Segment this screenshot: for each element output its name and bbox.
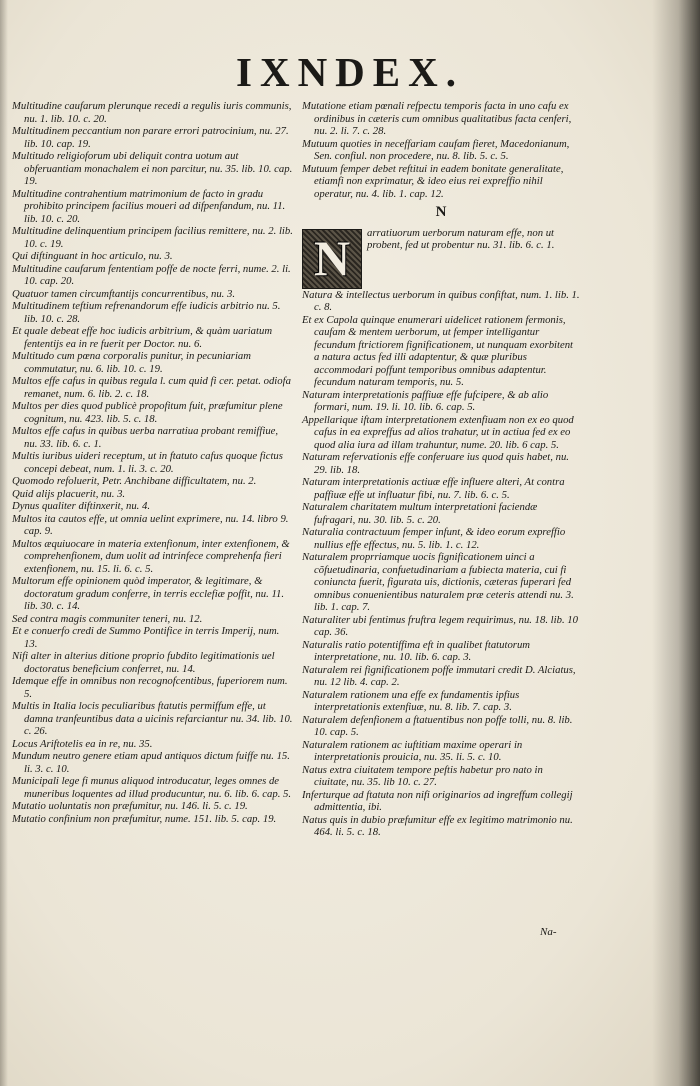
index-entry: Quomodo refoluerit, Petr. Anchibane difficultatem, nu. 2.	[12, 475, 257, 487]
initial-entry-block	[302, 227, 580, 289]
index-entry: Naturalis ratio potentiffima eft in qualibet ftatutorum interpretatione, nu. 10. lib. 6. cap. 3.	[302, 638, 531, 663]
index-entry: Natura & intellectus uerborum in quibus confiftat, num. 1. lib. 1. c. 8.	[302, 288, 580, 313]
index-entry: Multitudine caufarum plerunque recedi a regulis iuris communis, nu. 1. lib. 10. c. 20.	[12, 100, 292, 125]
index-entry: Quatuor tamen circumftantijs concurrentibus, nu. 3.	[12, 287, 236, 300]
index-entry: arratiuorum uerborum naturam effe, non ut probent, fed ut probentur nu. 31. lib. 6. c. 1.	[367, 226, 555, 251]
running-head: IXNDEX.	[236, 49, 464, 95]
index-entry: Multitudine contrahentium matrimonium de facto in gradu prohibito principem facilius moueri ad difpenfandum, nu. 11. lib. 10. c. 20.	[12, 187, 286, 225]
page-left-edge	[0, 0, 8, 1086]
index-entry: Multitudinem teftium refrenandorum effe iudicis arbitrio nu. 5. lib. 10. c. 28.	[12, 300, 281, 325]
index-entry: Naturam interpretationis paffiuæ effe fufcipere, & ab alio formari, num. 19. li. 10. lib. 6. cap. 5.	[302, 388, 549, 413]
index-entry: Qui diftinguant in hoc articulo, nu. 3.	[12, 250, 173, 262]
index-entry: Multis iuribus uideri receptum, ut in ftatuto cafus quoque fictus concepi debeat, num. 1. li. 3. c. 20.	[12, 450, 283, 475]
index-entry: Quid alijs placuerit, nu. 3.	[12, 487, 126, 500]
index-entry: Naturalem charitatem multum interpretationi faciendæ fufragari, nu. 30. lib. 5. c. 20.	[302, 501, 538, 526]
index-entry: Nifi alter in alterius ditione proprio fubdito legitimationis uel doctoratus beneficium conferret, nu. 14.	[12, 650, 275, 675]
index-entry: Naturalem rei fignificationem poffe immutari credit D. Alciatus, nu. 12 lib. 4. cap. 2.	[302, 663, 576, 688]
index-entry: Naturaliter ubi fentimus fruftra legem requirimus, nu. 18. lib. 10 cap. 36.	[302, 613, 578, 638]
index-entry: Multitudo cum pœna corporalis punitur, in pecuniariam commutatur, nu. 6. lib. 10. c. 19.	[12, 350, 251, 375]
index-entry: Sed contra magis communiter teneri, nu. 12.	[12, 612, 203, 625]
index-entry: Multitudine delinquentium principem facilius remittere, nu. 2. lib. 10. c. 19.	[12, 225, 293, 250]
index-entry: Idemque effe in omnibus non recognofcentibus, fuperiorem num. 5.	[12, 675, 288, 700]
index-entry: Et e conuerfo credi de Summo Pontifice in terris Imperij, num. 13.	[12, 625, 280, 650]
index-entry: Multorum effe opinionem quòd imperator, & legitimare, & doctoratum gradum conferre, in terris ecclefiæ poffit, nu. 11. lib. 30. c. 14.	[12, 575, 285, 612]
index-column-left	[12, 100, 294, 825]
index-entry: Multis in Italia locis peculiaribus ftatutis permiffum effe, ut damna tranfeuntibus data a uicinis refarciantur nu. 34. lib. 10. c. 26.	[12, 700, 293, 737]
index-entry: Mutatio uoluntatis non præfumitur, nu. 146. li. 5. c. 19.	[12, 800, 248, 812]
index-entry: Inferturque ad ftatuta non nifi originarios ad ingreffum collegij admittentia, ibi.	[302, 788, 573, 813]
index-entry: Multitudine caufarum fententiam poffe de nocte ferri, nume. 2. li. 10. cap. 20.	[12, 262, 291, 287]
index-entry: Municipali lege fi munus aliquod introducatur, leges omnes de muneribus loquentes ad illud producuntur, nu. 6. lib. 6. cap. 5.	[12, 775, 292, 800]
index-entry: Natus quis in dubio præfumitur effe ex legitimo matrimonio nu. 464. li. 5. c. 18.	[302, 813, 573, 838]
decorated-initial-icon	[302, 229, 362, 289]
index-entry: Locus Ariftotelis ea in re, nu. 35.	[12, 737, 153, 750]
index-entry: Multos ita cautos effe, ut omnia uelint exprimere, nu. 14. libro 9. cap. 9.	[12, 512, 289, 537]
index-entry: Naturalem defenfionem a ftatuentibus non poffe tolli, nu. 8. lib. 10. cap. 5.	[302, 713, 573, 738]
index-entry: Naturalem rationem ac iuftitiam maxime operari in interpretationis prouicia, nu. 35. li. 5. c. 10.	[302, 738, 523, 763]
binding-shadow	[652, 0, 700, 1086]
index-entry: Appellarique iftam interpretationem extenfiuam non ex eo quod cafus in ea expreffus ad alios trahatur, ut in actiua fed ex eo quod alia iura ad illam trahuntur, nume. 20. lib. 6 cap. 5.	[302, 413, 574, 451]
index-entry: Natus extra ciuitatem tempore peftis habetur pro nato in ciuitate, nu. 35. lib 10. c. 27.	[302, 763, 543, 788]
index-entry: Mutuum femper debet reftitui in eadem bonitate generalitate, etiamfi non exprimatur, & ideo eius rei expreffio nihil operatur, nu. 4. lib. 1. cap. 12.	[302, 162, 564, 200]
index-entry: Naturalia contractuum femper infunt, & ideo eorum expreffio nullius effe effectus, nu. 5. lib. 1. c. 12.	[302, 526, 566, 551]
index-entry: Naturalem rationem una effe ex fundamentis ipfius interpretationis extenfiuæ, nu. 8. lib. 7. cap. 3.	[302, 688, 520, 713]
index-entry: Mutatione etiam pœnali refpectu temporis facta in uno cafu ex ordinibus in cæteris cum omnibus qualitatibus facta cenferi, nu. 2. li. 7. c. 28.	[302, 100, 572, 137]
index-entry: Et ex Capola quinque enumerari uidelicet rationem fermonis, caufam & mentem uerborum, ut femper intelligantur fecundum ftrictiorem fignificationem, ut nunquam exorbitent a natura actus fed illi adaptentur, & quæ pluribus accommodari poffunt temporibus omnibus adaptentur. fecundum naturam temporis, nu. 5.	[302, 313, 574, 388]
index-entry: Naturalem proprriamque uocis fignificationem uinci a cõfuetudinaria, confuetudinariam a fubiecta materia, cui fi coniuncta fuerit, figurata uis, dictionis, cæteras fuperari fed omnibus conuenientibus naturalem præ ceteris attendi nu. 3. lib. 1. cap. 7.	[302, 551, 574, 613]
index-entry: Et quale debeat effe hoc iudicis arbitrium, & quàm uariatum fententijs ea in re fuerit per Doctor. nu. 6.	[12, 325, 273, 350]
index-entry: Multos effe cafus in quibus uerba narratiua probant remiffiue, nu. 33. lib. 6. c. 1.	[12, 425, 279, 450]
index-entry: Multitudinem peccantium non parare errori patrocinium, nu. 27. lib. 10. cap. 19.	[12, 125, 289, 150]
index-entry: Mutuum quoties in neceffariam caufam fieret, Macedonianum, Sen. confiul. non procedere, nu. 8. lib. 5. c. 5.	[302, 137, 570, 162]
index-entry: Multitudo religioforum ubi deliquit contra uotum aut obferuantiam monachalem ei non parcitur, nu. 35. lib. 10. cap. 19.	[12, 150, 293, 187]
index-entry: Naturam refervationis effe conferuare ius quod quis habet, nu. 29. lib. 18.	[302, 451, 569, 476]
decorated-initial-letter: N	[313, 230, 351, 287]
index-entry: Mundum neutro genere etiam apud antiquos dictum fuiffe nu. 15. li. 3. c. 10.	[12, 750, 290, 775]
index-entry: Multos per dies quod publicè propofitum fuit, præfumitur plene cognitum, nu. 423. lib. 5. c. 18.	[12, 400, 283, 425]
index-column-right	[302, 100, 580, 839]
index-entry: Multos æquiuocare in materia extenfionum, inter extenfionem, & comprehenfionem, dum uolit ad intrinfece comprehenfa fieri extenfionem, nu. 15. li. 6. c. 5.	[12, 537, 290, 575]
index-entry: Multos effe cafus in quibus regula l. cum quid fi cer. petat. odiofa remanet, num. 6. lib. 2. c. 18.	[12, 375, 291, 400]
index-entry: Mutatio confinium non præfumitur, nume. 151. lib. 5. cap. 19.	[12, 812, 277, 825]
index-entry: Naturam interpretationis actiuæ effe influere alteri, At contra paffiuæ effe ut influatur fibi, nu. 7. lib. 6. c. 5.	[302, 476, 565, 501]
index-entry: Dynus qualiter diftinxerit, nu. 4.	[12, 500, 151, 512]
catchword: Na-	[540, 926, 557, 938]
section-letter-heading: N	[435, 204, 447, 220]
